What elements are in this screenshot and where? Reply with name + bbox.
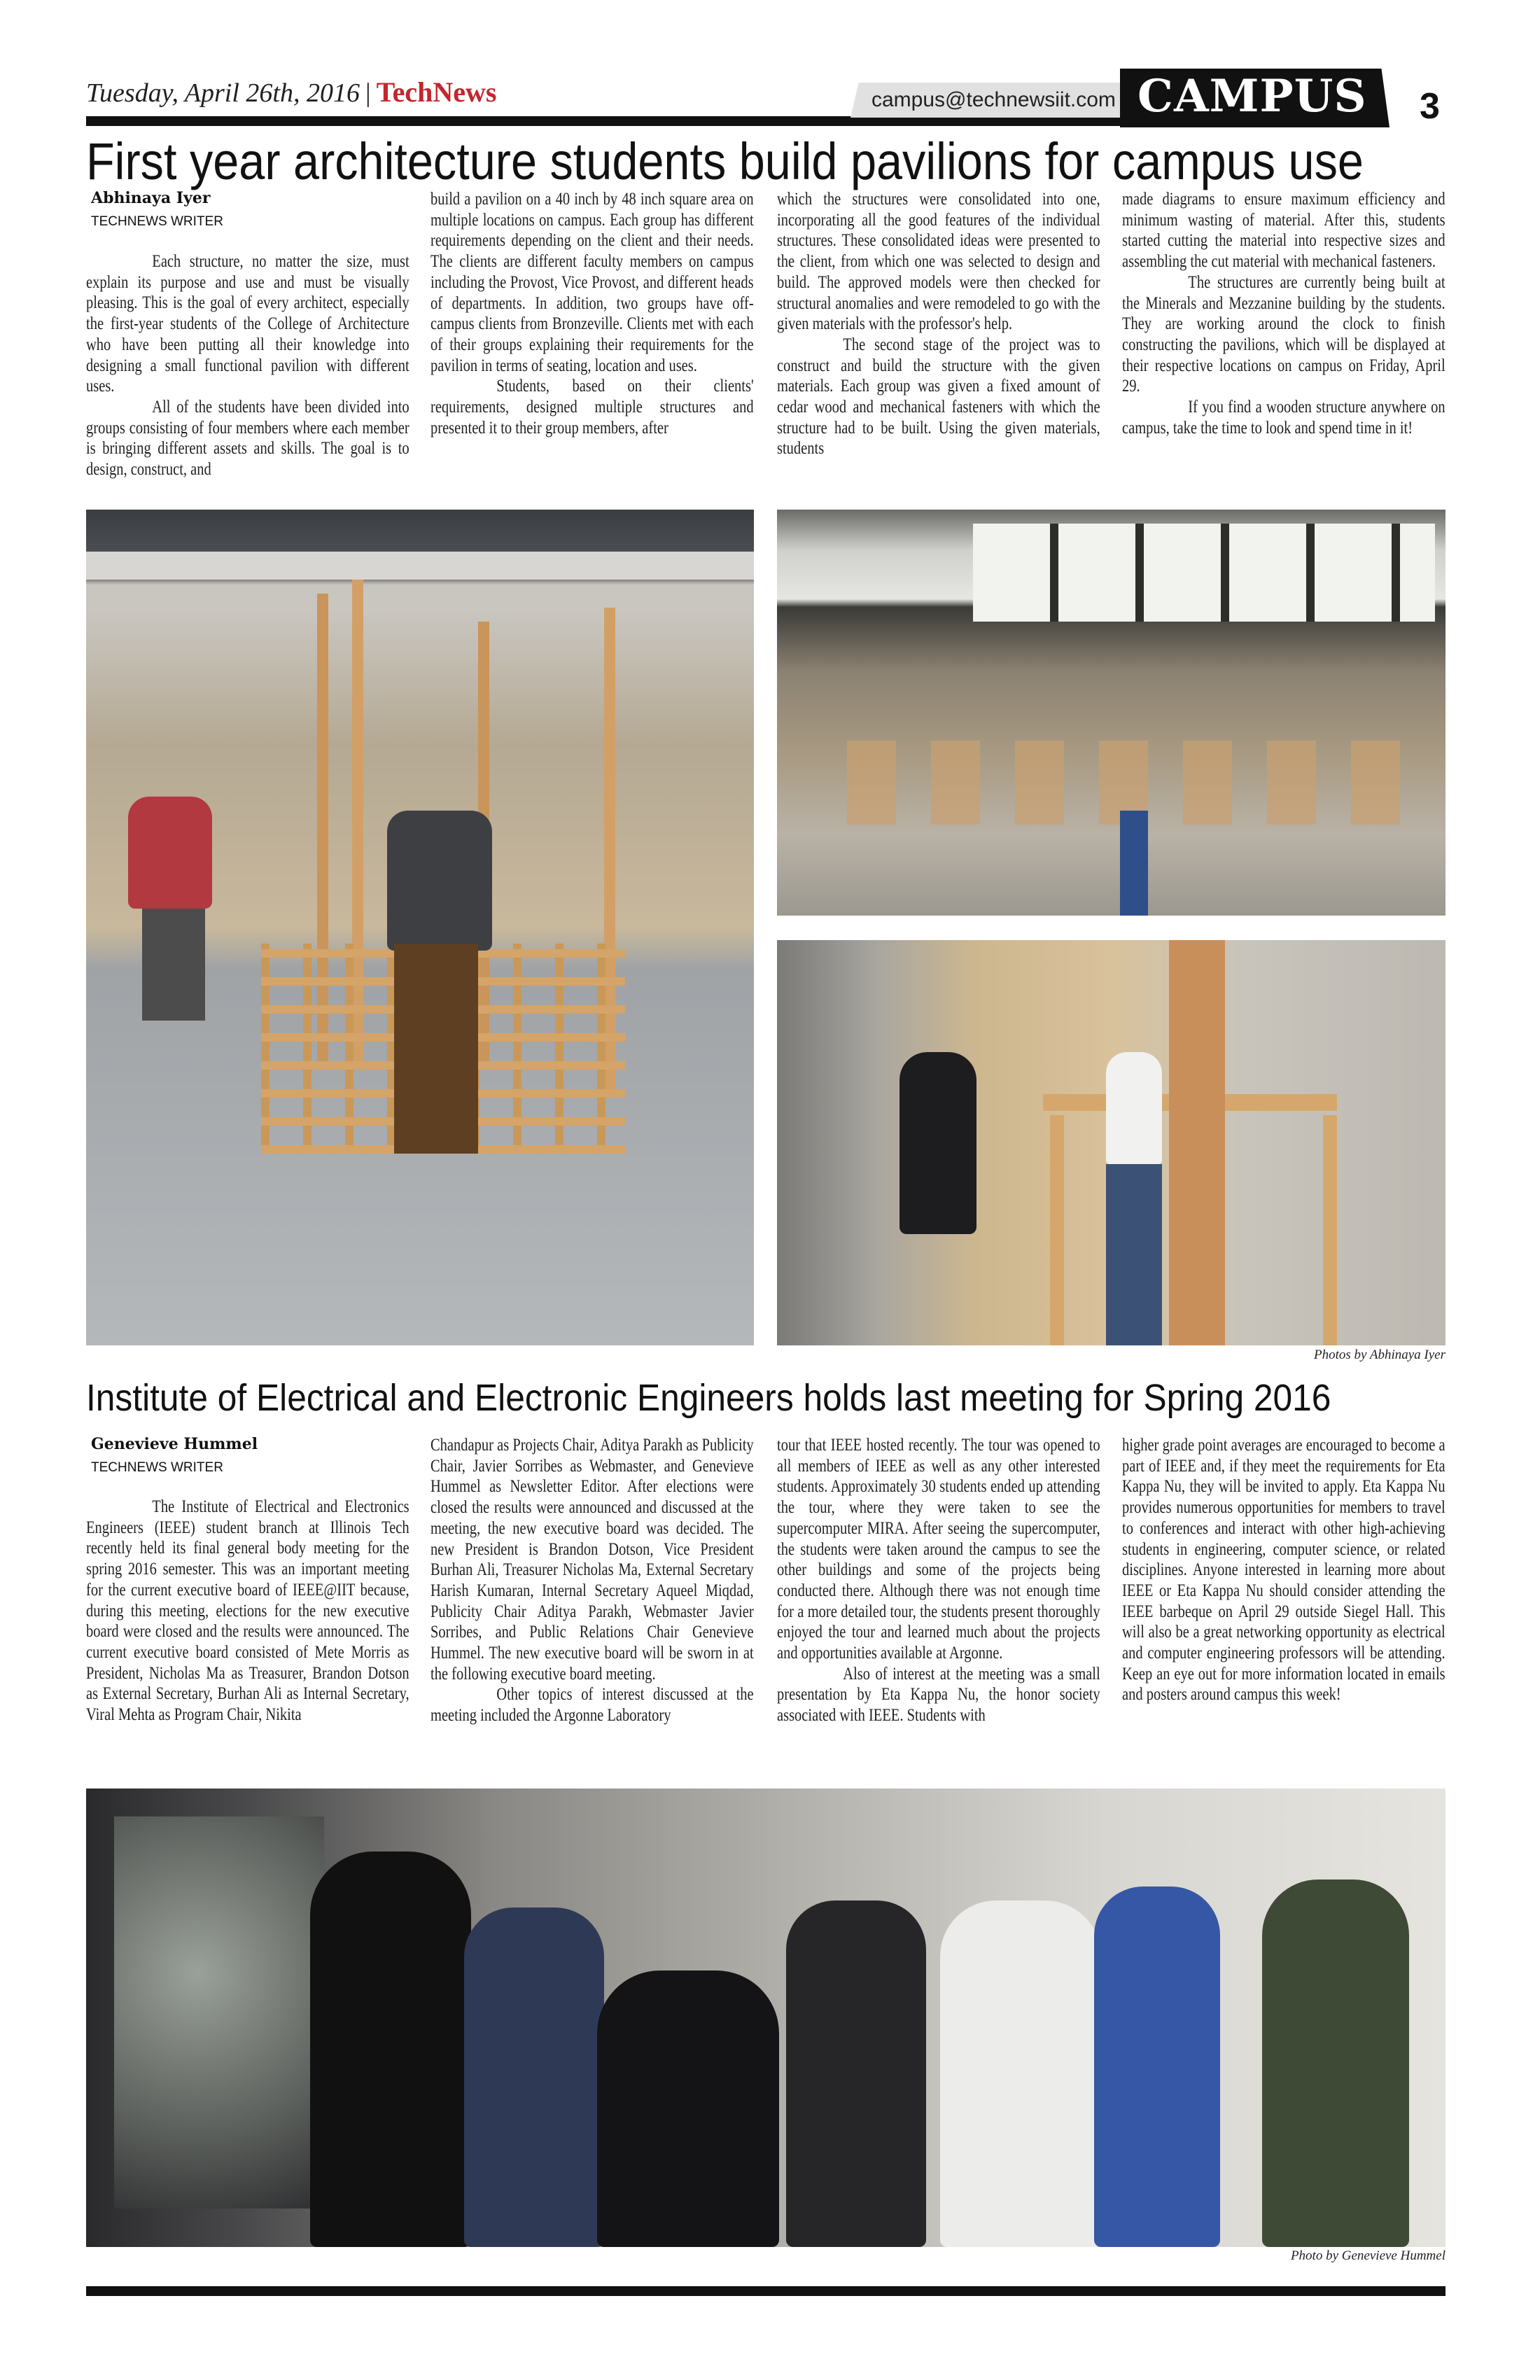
paragraph: If you find a wooden structure anywhere on campus, take the time to look and spend time in it! — [1122, 398, 1446, 438]
paragraph: made diagrams to ensure maximum efficiency and minimum wasting of material. After this, students started cutting the material into respective sizes and assembling the cut material with mechanical fasteners. — [1122, 190, 1446, 272]
photo-students-building-pavilion — [86, 510, 754, 1345]
issue-date: Tuesday, April 26th, 2016 — [86, 78, 360, 108]
person-blue-shirt — [1094, 1886, 1220, 2247]
photo-credit: Photo by Genevieve Hummel — [1290, 2248, 1446, 2263]
author-role: TECHNEWS WRITER — [91, 1460, 223, 1475]
person-green-jacket — [1262, 1879, 1409, 2247]
paragraph: Other topics of interest discussed at the meeting included the Argonne Laboratory — [430, 1685, 754, 1726]
section-email-link[interactable]: campus@technewsiit.com — [872, 88, 1116, 111]
paragraph: Students, based on their clients' requirements, designed multiple structures and presented it to their group members, after — [430, 377, 754, 438]
person-black-shirt — [597, 1970, 779, 2247]
author-name: Abhinaya Iyer — [91, 189, 211, 207]
paragraph: build a pavilion on a 40 inch by 48 inch square area on multiple locations on campus. Each group has different requirements depending on the client and their needs. The clients are different faculty members on campus including the Provost, Vice Provost, and different heads of departments. In addition, two groups have off-campus clients from Bronzeville. Clients met with each of their groups explaining their requirements for the pavilion in terms of seating, location and uses. — [430, 190, 754, 375]
photo-workshop-overview — [777, 510, 1446, 916]
article-2-column-2 — [430, 1435, 754, 1726]
paragraph: Chandapur as Projects Chair, Aditya Parakh as Publicity Chair, Javier Sorribes as Webmaster, and Genevieve Hummel as Newsletter Editor. After elections were closed the results were announced and discussed at the meeting, the new executive board was decided. The new President is Brandon Dotson, Vice President Burhan Ali, Treasurer Nicholas Ma, External Secretary Harish Kumaran, Internal Secretary Aqueel Miqdad, Publicity Chair Aditya Parakh, Webmaster Javier Sorribes, and Public Relations Chair Genevieve Hummel. The new executive board will be sworn in at the following executive board meeting. — [430, 1436, 754, 1684]
article-2-headline: Institute of Electrical and Electronic Engineers holds last meeting for Spring 2016 — [86, 1377, 1331, 1419]
article-1-column-4 — [1122, 189, 1446, 438]
paragraph: All of the students have been divided into groups consisting of four members where each member is bringing different assets and skills. The goal is to design, construct, and — [86, 397, 410, 479]
student-brown-pants — [394, 944, 478, 1154]
person-dark-jacket — [786, 1900, 926, 2247]
wood-post — [1323, 1115, 1337, 1345]
photo-students-with-frame — [777, 940, 1446, 1345]
workshop-windows — [973, 524, 1435, 622]
article-2-column-1 — [86, 1497, 410, 1726]
article-2-column-4 — [1122, 1435, 1446, 1705]
author-role: TECHNEWS WRITER — [91, 214, 223, 229]
brand-logo: TechNews — [376, 76, 497, 108]
student-white-shirt — [1106, 1052, 1162, 1164]
article-1-column-2 — [430, 189, 754, 438]
separator: | — [365, 78, 371, 108]
paragraph: higher grade point averages are encouraged to become a part of IEEE and, if they meet the requirements for Eta Kappa Nu, they will be invited to apply. Eta Kappa Nu provides numerous opportunities for members to travel to conferences and interact with other high-achieving students in engineering, computer science, or related disciplines. Anyone interested in learning more about IEEE or Eta Kappa Nu should consider attending the IEEE barbeque on April 29 outside Siegel Hall. This will also be a great networking opportunity as electrical and computer engineering professors will be attending. Keep an eye out for more information located in emails and posters around campus this week! — [1122, 1436, 1446, 1704]
photo-credit: Photos by Abhinaya Iyer — [1313, 1348, 1446, 1362]
supercomputer-panel — [114, 1816, 324, 2208]
ceiling-duct — [86, 552, 754, 580]
section-title: CAMPUS — [1138, 70, 1367, 122]
masthead-dateline — [86, 76, 496, 108]
article-1-byline — [91, 189, 223, 230]
paragraph: which the structures were consolidated into one, incorporating all the good features of the individual structures. These consolidated ideas were presented to the client, from which one was selected to design and build. The approved models were then checked for structural anomalies and were remodeled to go with the given materials with the professor's help. — [777, 190, 1100, 334]
student-black-top — [899, 1052, 976, 1234]
wood-post — [1169, 940, 1225, 1345]
footer-rule — [86, 2286, 1446, 2296]
paragraph: The Institute of Electrical and Electronics Engineers (IEEE) student branch at Illinois Tech recently held its final general body meeting for the spring 2016 semester. This was an important meeting for the current executive board of IEEE@IIT because, during this meeting, elections for the new executive board were closed and the results were announced. The current executive board consisted of Mete Morris as President, Nicholas Ma as Treasurer, Brandon Dotson as External Secretary, Burhan Ali as Internal Secretary, Viral Mehta as Program Chair, Nikita — [86, 1497, 410, 1725]
paragraph: Each structure, no matter the size, must explain its purpose and use and must be visually pleasing. This is the goal of every architect, especially the first-year students of the College of Architecture who have been putting all their knowledge into designing a small functional pavilion with different uses. — [86, 252, 410, 396]
article-2-byline — [91, 1435, 258, 1476]
paragraph: The structures are currently being built at the Minerals and Mezzanine building by the students. They are working around the clock to finish constructing the pavilions, which will be displayed at their respective locations on campus on Friday, April 29. — [1122, 272, 1446, 396]
paragraph: The second stage of the project was to construct and build the structure with the given materials. Each group was given a fixed amount of cedar wood and mechanical fasteners with which the structure had to be built. Using the given materials, students — [777, 335, 1100, 458]
person-plaid-shirt — [464, 1907, 604, 2247]
photo-ieee-group-tour — [86, 1788, 1446, 2247]
article-2-column-3 — [777, 1435, 1100, 1726]
person-white-shirt — [940, 1900, 1101, 2247]
student-jeans — [1106, 1164, 1162, 1345]
blue-duct — [1120, 811, 1148, 916]
student-shorts — [142, 909, 205, 1021]
student-gray-shirt — [387, 811, 492, 951]
paragraph: Also of interest at the meeting was a small presentation by Eta Kappa Nu, the honor society associated with IEEE. Students with — [777, 1664, 1100, 1726]
article-1-column-1 — [86, 251, 410, 480]
header-rule — [86, 116, 1122, 126]
article-1-column-3 — [777, 189, 1100, 459]
page-number: 3 — [1420, 86, 1440, 127]
student-red-shirt — [128, 797, 212, 909]
paragraph: tour that IEEE hosted recently. The tour was opened to all members of IEEE as well as any other interested students. Approximately 30 students ended up attending the tour, where they were taken to see the supercomputer MIRA. After seeing the supercomputer, the students were taken around the campus to see the other buildings and some of the projects being conducted there. Although there was not enough time for a more detailed tour, the students present thoroughly enjoyed the tour and learned much about the projects and opportunities available at Argonne. — [777, 1436, 1100, 1663]
author-name: Genevieve Hummel — [91, 1435, 258, 1453]
article-1-headline: First year architecture students build pavilions for campus use — [86, 132, 1364, 190]
person-black-coat — [310, 1851, 471, 2247]
wood-post — [1050, 1115, 1064, 1345]
